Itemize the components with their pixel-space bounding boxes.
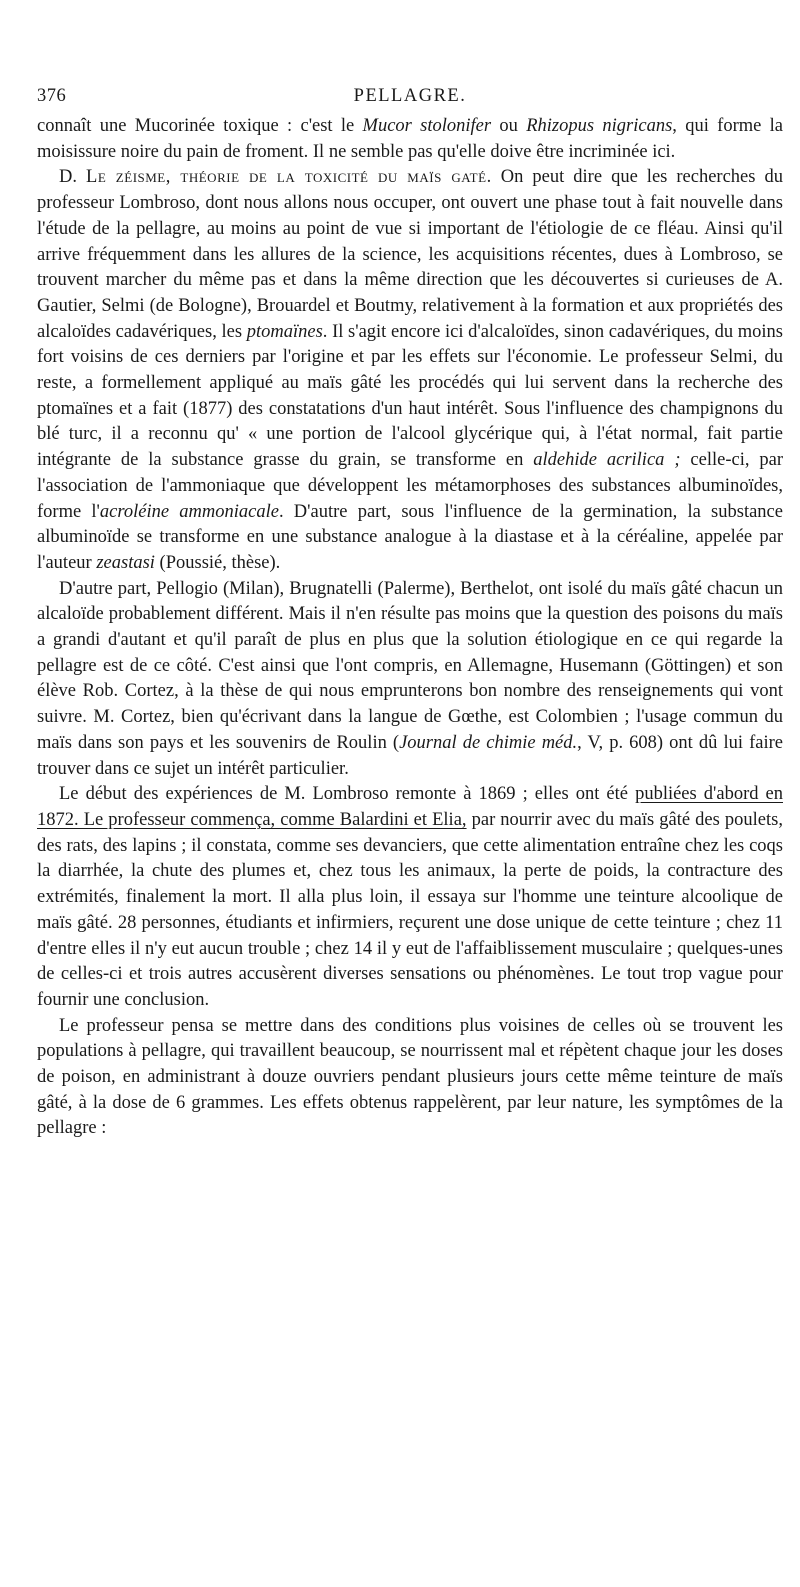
paragraph-2 — [37, 165, 783, 576]
text-segment: ptomaïnes — [246, 321, 323, 342]
paragraph-4 — [37, 782, 783, 1013]
text-segment: On peut dire que les recherches du professeur Lombroso, dont nous allons nous occuper, ont ouvert une phase tout à fait nouvelle dans l'étude de la pellagre, au moins au point de vue si important de l'étiologie de ce fléau. Ainsi qu'il arrive fréquemment dans les allures de la science, les acquisitions récentes, dues à Lombroso, se trouvent marcher du même pas et dans la même direction que les découvertes si curieuses de A. Gautier, Selmi (de Bologne), Brouardel et Boutmy, relativement à la formation et aux propriétés des alcaloïdes cadavériques, les — [37, 167, 784, 342]
paragraph-3 — [37, 577, 783, 783]
book-page — [37, 86, 783, 1142]
text-segment: . D'autre part, sous l'influence de la germination, la substance albuminoïde se transforme en une substance analogue à la diastase et à la céréaline, appelée par l'auteur — [37, 501, 783, 573]
paragraph-1 — [37, 114, 783, 165]
body-text — [37, 114, 783, 1142]
text-segment: D. — [59, 167, 87, 188]
text-segment: Rhizopus nigricans — [526, 116, 673, 136]
text-segment: aldehide acrilica ; — [533, 450, 681, 471]
text-segment: D'autre part, Pellogio (Milan), Brugnatelli (Palerme), Berthelot, ont isolé du maïs gâté chacun un alcaloïde probablement différent. Mais il n'en résulte pas moins que la question des poisons du maïs a grandi d'autant et qu'il paraît de plus en plus que la solution étiologique en ce qui regarde la pellagre est de ce côté. C'est ainsi que l'ont compris, en Allemagne, Husemann (Göttingen) et son élève Rob. Cortez, à la thèse de qui nous emprunterons bon nombre des renseignements qui vont suivre. M. Cortez, bien qu'écrivant dans la langue de Gœthe, est Colombien ; l'usage commun du maïs dans son pays et les souvenirs de Roulin ( — [37, 578, 783, 753]
text-segment: zeastasi — [96, 552, 155, 573]
text-segment: Journal de chimie méd. — [399, 732, 578, 753]
page-number: 376 — [37, 86, 67, 106]
text-segment: acroléine ammoniacale — [99, 501, 279, 522]
text-segment: , qui forme la moisissure noire du pain de froment. Il ne semble pas qu'elle doive être incriminée ici. — [37, 116, 784, 162]
text-segment: ou — [491, 116, 527, 136]
text-segment: Mucor stolonifer — [362, 116, 492, 136]
text-segment: , V, p. 608) ont dû lui faire trouver dans ce sujet un intérêt particulier. — [37, 732, 784, 779]
text-segment: publiées d'abord en 1872. Le professeur commença, comme Balardini et Elia, — [37, 784, 783, 830]
text-segment: connaît une Mucorinée toxique : c'est le — [37, 116, 363, 136]
text-segment: (Poussié, thèse). — [154, 552, 281, 573]
text-segment: par nourrir avec du maïs gâté des poulets, des rats, des lapins ; il constata, comme ses devanciers, que cette alimentation entraîne chez les coqs la diarrhée, la chute des plumes et, chez tous les animaux, la perte de poids, la contracture des extrémités, finalement la mort. Il alla plus loin, il essaya sur l'homme une teinture alcoolique de maïs gâté. 28 personnes, étudiants et infirmiers, reçurent une dose unique de cette teinture ; chez 11 d'entre elles il n'y eut aucun trouble ; chez 14 il y eut de l'affaiblissement musculaire ; quelques-unes de celles-ci et trois autres accusèrent diverses sensations ou phénomènes. Le tout trop vague pour fournir une conclusion. — [37, 809, 783, 1010]
text-segment: celle-ci, par l'association de l'ammoniaque que développent les métamorphoses des substances albuminoïdes, forme l' — [37, 450, 784, 522]
page-header — [37, 86, 783, 114]
paragraph-5 — [37, 1014, 783, 1143]
text-segment: Le début des expériences de M. Lombroso remonte à 1869 ; elles ont été — [59, 784, 636, 805]
running-title: PELLAGRE. — [353, 86, 467, 106]
text-segment: . Il s'agit encore ici d'alcaloïdes, sinon cadavériques, du moins fort voisins de ces derniers par l'origine et par les effets sur l'économie. Le professeur Selmi, du reste, a formellement appliqué au maïs gâté les procédés qui lui servent dans la recherche des ptomaïnes et a fait (1877) des constatations d'un haut intérêt. Sous l'influence des champignons du blé turc, il a reconnu qu' « une portion de l'alcool glycérique qui, à l'état normal, fait partie intégrante de la substance grasse du grain, se transforme en — [37, 321, 783, 471]
text-segment: Le zéisme, théorie de la toxicité du maïs gaté. — [86, 167, 492, 188]
text-segment: Le professeur pensa se mettre dans des conditions plus voisines de celles où se trouvent les populations à pellagre, qui travaillent beaucoup, se nourrissent mal et répètent chaque jour les doses de poison, en administrant à douze ouvriers pendant plusieurs jours cette même teinture de maïs gâté, à la dose de 6 grammes. Les effets obtenus rappelèrent, par leur nature, les symptômes de la pellagre : — [37, 1015, 783, 1139]
